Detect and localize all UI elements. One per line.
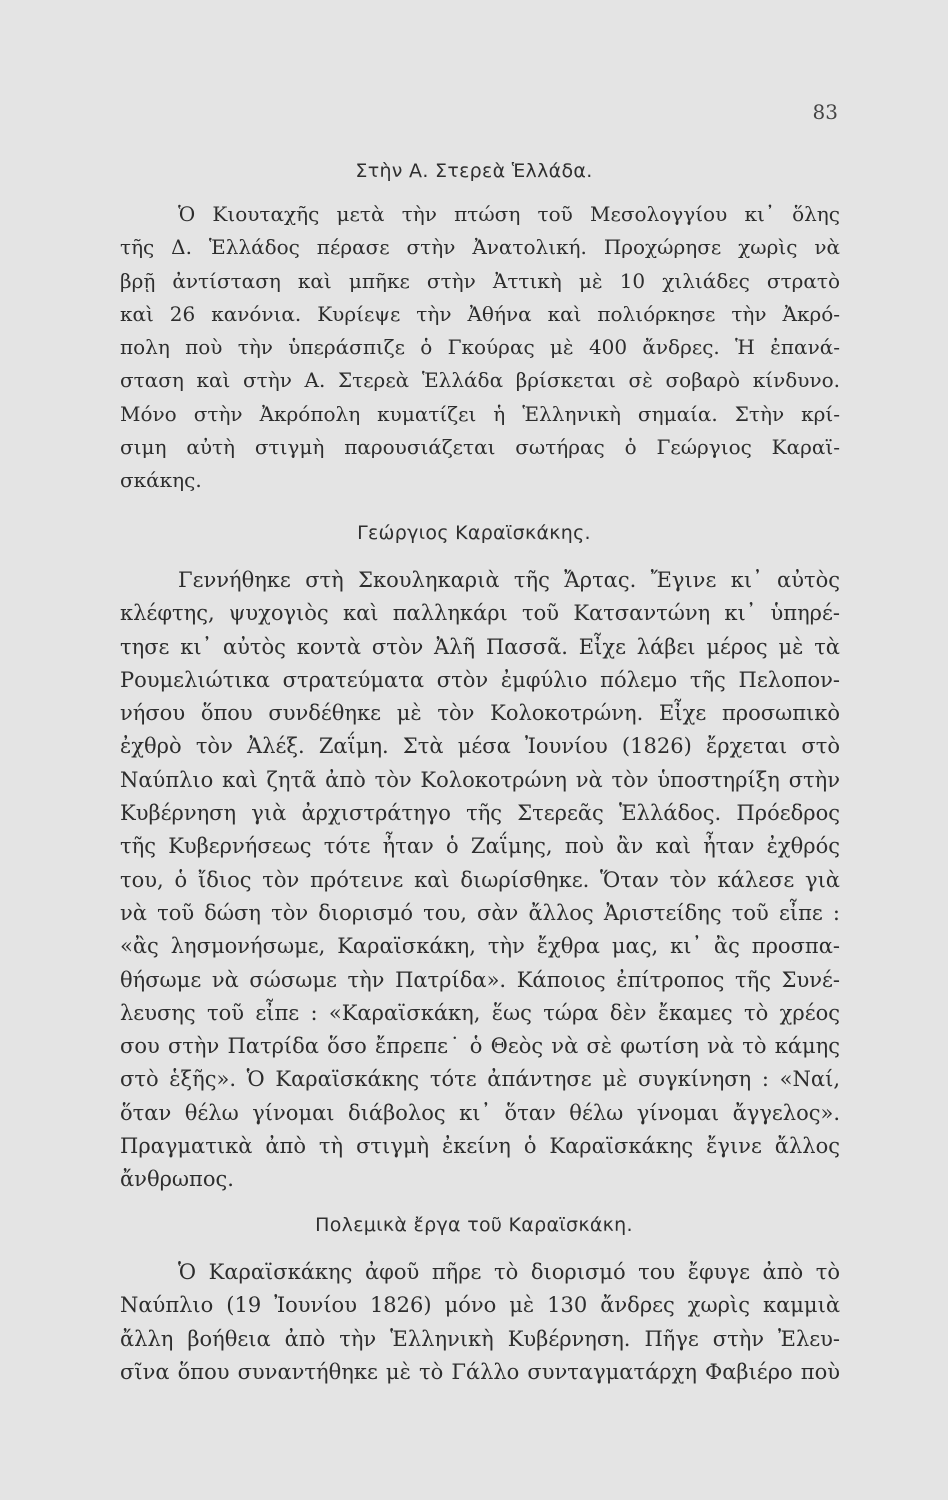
text-line: νήσου ὅπου συνδέθηκε μὲ τὸν Κολοκοτρώνη. Εἶχε προσωπικὸ [120, 701, 840, 726]
text-line: Μόνο στὴν Ἀκρόπολη κυματίζει ἡ Ἑλληνικὴ σημαία. Στὴν κρί- [120, 401, 840, 426]
text-line: Πραγματικὰ ἀπὸ τὴ στιγμὴ ἐκείνη ὁ Καραϊσκάκης ἔγινε ἄλλος [120, 1134, 840, 1159]
text-line: ἄλλη βοήθεια ἀπὸ τὴν Ἑλληνικὴ Κυβέρνηση. Πῆγε στὴν Ἐλευ- [120, 1326, 840, 1351]
text-line: Ὁ Κιουταχῆς μετὰ τὴν πτώση τοῦ Μεσολογγίου κι᾽ ὅλης [178, 202, 840, 226]
text-line: «ἂς λησμονήσωμε, Καραϊσκάκη, τὴν ἔχθρα μας, κι᾽ ἂς προσπα- [120, 934, 840, 959]
paragraph-military-deeds [120, 1256, 840, 1389]
text-line: Κυβέρνηση γιὰ ἀρχιστράτηγο τῆς Στερεᾶς Ἑλλάδος. Πρόεδρος [120, 801, 840, 826]
text-line: πολη ποὺ τὴν ὑπεράσπιζε ὁ Γκούρας μὲ 400 ἄνδρες. Ἡ ἐπανά- [120, 335, 840, 360]
text-line: σκάκης. [120, 468, 202, 493]
text-line: Ναύπλιο καὶ ζητᾶ ἀπὸ τὸν Κολοκοτρώνη νὰ τὸν ὑποστηρίξη στὴν [120, 767, 840, 792]
text-line: τῆς Δ. Ἑλλάδος πέρασε στὴν Ἀνατολική. Προχώρησε χωρὶς νὰ [120, 235, 840, 260]
text-line: ὅταν θέλω γίνομαι διάβολος κι᾽ ὅταν θέλω γίνομαι ἄγγελος». [120, 1100, 840, 1125]
section-heading-military-deeds: Πολεμικὰ ἔργα τοῦ Καραϊσκάκη. [315, 1214, 633, 1236]
section-heading-karaiskakis: Γεώργιος Καραϊσκάκης. [357, 522, 591, 544]
text-line: τῆς Κυβερνήσεως τότε ἦταν ὁ Ζαΐμης, ποὺ ἂν καὶ ἦταν ἐχθρός [120, 834, 840, 859]
paragraph-karaiskakis [120, 564, 840, 1197]
text-line: ἐχθρὸ τὸν Ἀλέξ. Ζαΐμη. Στὰ μέσα Ἰουνίου (1826) ἔρχεται στὸ [120, 734, 840, 759]
page-number: 83 [812, 100, 838, 124]
text-line: βρῇ ἀντίσταση καὶ μπῆκε στὴν Ἀττικὴ μὲ 10 χιλιάδες στρατὸ [120, 268, 840, 293]
text-line: καὶ 26 κανόνια. Κυρίεψε τὴν Ἀθήνα καὶ πολιόρκησε τὴν Ἀκρό- [120, 301, 840, 326]
text-line: Ρουμελιώτικα στρατεύματα στὸν ἐμφύλιο πόλεμο τῆς Πελοπον- [120, 667, 840, 692]
text-line: ἄνθρωπος. [120, 1167, 234, 1192]
text-line: λευσης τοῦ εἶπε : «Καραϊσκάκη, ἕως τώρα δὲν ἔκαμες τὸ χρέος [120, 1000, 840, 1025]
text-line: κλέφτης, ψυχογιὸς καὶ παλληκάρι τοῦ Κατσαντώνη κι᾽ ὑπηρέ- [120, 601, 840, 626]
text-line: τησε κι᾽ αὐτὸς κοντὰ στὸν Ἀλῆ Πασσᾶ. Εἶχε λάβει μέρος μὲ τὰ [120, 634, 840, 659]
text-line: σταση καὶ στὴν Α. Στερεὰ Ἑλλάδα βρίσκεται σὲ σοβαρὸ κίνδυνο. [120, 368, 840, 393]
section-heading-eastern-greece: Στὴν Α. Στερεὰ Ἑλλάδα. [355, 160, 593, 182]
text-line: θήσωμε νὰ σώσωμε τὴν Πατρίδα». Κάποιος ἐπίτροπος τῆς Συνέ- [120, 967, 840, 992]
text-line: σῖνα ὅπου συναντήθηκε μὲ τὸ Γάλλο συνταγματάρχη Φαβιέρο ποὺ [120, 1359, 840, 1384]
text-line: Ὁ Καραϊσκάκης ἀφοῦ πῆρε τὸ διορισμό του ἔφυγε ἀπὸ τὸ [178, 1260, 840, 1284]
text-line: σιμη αὐτὴ στιγμὴ παρουσιάζεται σωτήρας ὁ Γεώργιος Καραϊ- [120, 435, 840, 460]
text-line: Γεννήθηκε στὴ Σκουληκαριὰ τῆς Ἄρτας. Ἔγινε κι᾽ αὐτὸς [178, 568, 840, 592]
text-line: νὰ τοῦ δώση τὸν διορισμό του, σὰν ἄλλος Ἀριστείδης τοῦ εἶπε : [120, 900, 840, 925]
text-line: Ναύπλιο (19 Ἰουνίου 1826) μόνο μὲ 130 ἄνδρες χωρὶς καμμιὰ [120, 1293, 840, 1318]
text-line: σου στὴν Πατρίδα ὅσο ἔπρεπε˙ ὁ Θεὸς νὰ σὲ φωτίση νὰ τὸ κάμης [120, 1034, 840, 1059]
text-line: του, ὁ ἴδιος τὸν πρότεινε καὶ διωρίσθηκε. Ὅταν τὸν κάλεσε γιὰ [120, 867, 840, 892]
paragraph-eastern-greece [120, 198, 840, 498]
text-line: στὸ ἑξῆς». Ὁ Καραϊσκάκης τότε ἀπάντησε μὲ συγκίνηση : «Ναί, [120, 1067, 840, 1092]
